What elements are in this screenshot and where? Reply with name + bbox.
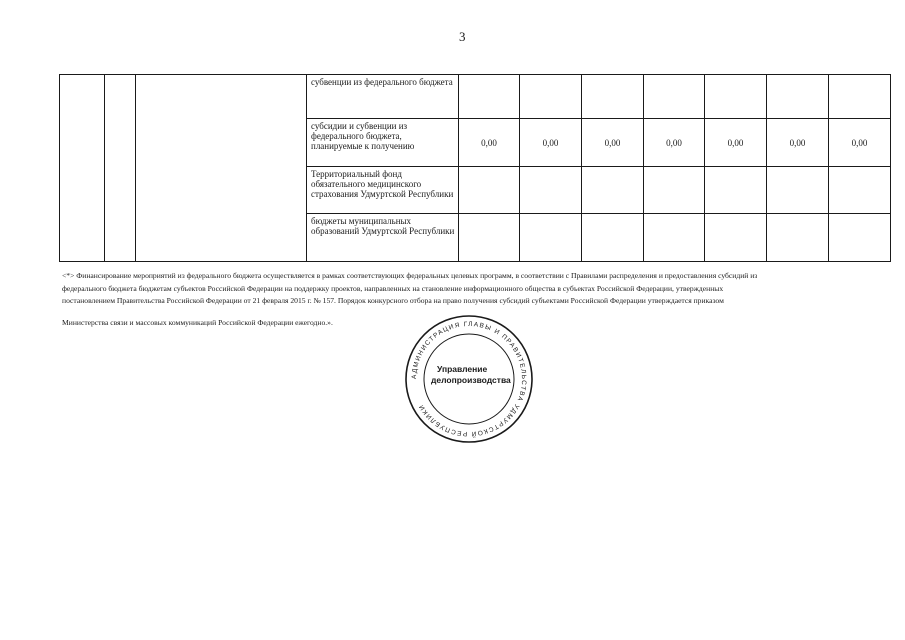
- value-cell: [829, 75, 891, 119]
- value-cell: [644, 214, 705, 262]
- value-cell: 0,00: [767, 119, 829, 167]
- value-cell: [520, 75, 582, 119]
- value-cell: [644, 75, 705, 119]
- stamp-label-line2: делопроизводства: [431, 375, 511, 385]
- funding-source-cell: субсидии и субвенции из федерального бюджета, планируемые к получению: [307, 119, 459, 167]
- value-cell: 0,00: [520, 119, 582, 167]
- funding-source-cell: бюджеты муниципальных образований Удмуртской Республики: [307, 214, 459, 262]
- page-number: 3: [459, 29, 466, 44]
- funding-source-cell: Территориальный фонд обязательного медицинского страхования Удмуртской Республики: [307, 167, 459, 214]
- value-cell: 0,00: [582, 119, 644, 167]
- value-cell: [459, 75, 520, 119]
- value-cell: [829, 214, 891, 262]
- office-stamp: [403, 314, 535, 449]
- footnote-line: Министерства связи и массовых коммуникаций Российской Федерации ежегодно.».: [62, 317, 333, 327]
- value-cell: [705, 167, 767, 214]
- footnote-line: федерального бюджета бюджетам субъектов Российской Федерации на поддержку проектов, направленных на становление информационного общества в субъектах Российской Федерации, утвержденных: [62, 283, 724, 293]
- value-cell: [767, 214, 829, 262]
- funding-source-cell: субвенции из федерального бюджета: [307, 75, 459, 119]
- stamp-seal: [403, 314, 535, 444]
- value-cell: [705, 75, 767, 119]
- footnote-line: постановлением Правительства Российской Федерации от 21 февраля 2015 г. № 157. Порядок конкурсного отбора на право получения субсидий субъектами Российской Федерации утверждается приказом: [62, 296, 724, 306]
- value-cell: 0,00: [829, 119, 891, 167]
- value-cell: [520, 167, 582, 214]
- value-cell: [582, 167, 644, 214]
- value-cell: [767, 167, 829, 214]
- value-cell: [582, 214, 644, 262]
- empty-cell: [105, 75, 136, 262]
- value-cell: [767, 75, 829, 119]
- stamp-outer-text-path: АДМИНИСТРАЦИЯ ГЛАВЫ И ПРАВИТЕЛЬСТВА УДМУРТСКОЙ РЕСПУБЛИКИ: [410, 320, 528, 438]
- footnote-line: <*> Финансирование мероприятий из федерального бюджета осуществляется в рамках соответствующих федеральных целевых программ, в соответствии с Правилами распределения и предоставления субсидий из: [62, 271, 758, 280]
- value-cell: [582, 75, 644, 119]
- budget-table: [59, 74, 891, 262]
- stamp-label-line1: Управление: [437, 364, 488, 374]
- value-cell: [829, 167, 891, 214]
- value-cell: 0,00: [705, 119, 767, 167]
- activity-name-cell: [136, 75, 307, 262]
- value-cell: [459, 167, 520, 214]
- number-cell: [60, 75, 105, 262]
- value-cell: [644, 167, 705, 214]
- table-row: [60, 75, 891, 119]
- value-cell: [520, 214, 582, 262]
- value-cell: 0,00: [459, 119, 520, 167]
- value-cell: [705, 214, 767, 262]
- value-cell: [459, 214, 520, 262]
- value-cell: 0,00: [644, 119, 705, 167]
